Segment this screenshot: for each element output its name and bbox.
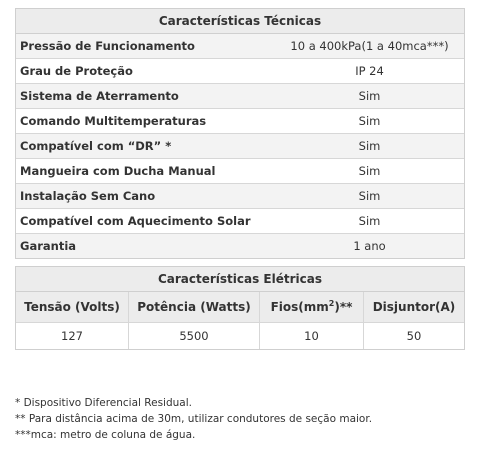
spec-row-solar	[16, 209, 464, 234]
header-wires-suffix: )**	[334, 300, 353, 314]
spec-row-install	[16, 184, 464, 209]
electrical-specs-table	[15, 266, 465, 350]
spec-label: Comando Multitemperaturas	[20, 114, 207, 128]
footnote-mca: ***mca: metro de coluna de água.	[15, 429, 196, 441]
spec-value: Sim	[358, 89, 381, 103]
spec-value: Sim	[358, 189, 381, 203]
spec-row-hose	[16, 159, 464, 184]
electrical-value-row	[16, 323, 464, 349]
footnote-dr: * Dispositivo Diferencial Residual.	[15, 397, 192, 409]
value-breaker: 50	[406, 329, 422, 343]
header-voltage: Tensão (Volts)	[16, 292, 129, 322]
spec-row-warranty	[16, 234, 464, 258]
spec-label: Instalação Sem Cano	[20, 189, 156, 203]
spec-label: Compatível com Aquecimento Solar	[20, 214, 251, 228]
electrical-header-row	[16, 292, 464, 323]
technical-specs-title: Características Técnicas	[16, 9, 464, 34]
spec-row-multitemp	[16, 109, 464, 134]
spec-row-dr	[16, 134, 464, 159]
spec-label: Pressão de Funcionamento	[20, 39, 195, 53]
spec-value: IP 24	[355, 64, 384, 78]
spec-row-grounding	[16, 84, 464, 109]
header-wires-text: Fios(mm	[270, 300, 329, 314]
spec-value: Sim	[358, 164, 381, 178]
spec-label: Mangueira com Ducha Manual	[20, 164, 216, 178]
technical-specs-table	[15, 8, 465, 259]
spec-row-pressure	[16, 34, 464, 59]
spec-row-protection	[16, 59, 464, 84]
header-power: Potência (Watts)	[129, 292, 260, 322]
value-power: 5500	[129, 323, 260, 349]
header-wires	[260, 292, 364, 322]
spec-value: Sim	[358, 214, 381, 228]
footnotes	[15, 395, 372, 443]
header-breaker: Disjuntor(A)	[372, 300, 456, 314]
spec-label: Garantia	[20, 239, 77, 253]
value-wires: 10	[260, 323, 364, 349]
spec-value: 10 a 400kPa(1 a 40mca***)	[290, 39, 449, 53]
footnote-distance: ** Para distância acima de 30m, utilizar condutores de seção maior.	[15, 413, 373, 425]
electrical-specs-title: Características Elétricas	[16, 267, 464, 292]
spec-label: Sistema de Aterramento	[20, 89, 179, 103]
spec-label: Compatível com “DR” *	[20, 139, 172, 153]
header-wires-superscript: 2	[328, 299, 335, 308]
spec-value: 1 ano	[353, 239, 386, 253]
value-voltage: 127	[16, 323, 129, 349]
spec-label: Grau de Proteção	[20, 64, 133, 78]
spec-value: Sim	[358, 139, 381, 153]
spec-value: Sim	[358, 114, 381, 128]
